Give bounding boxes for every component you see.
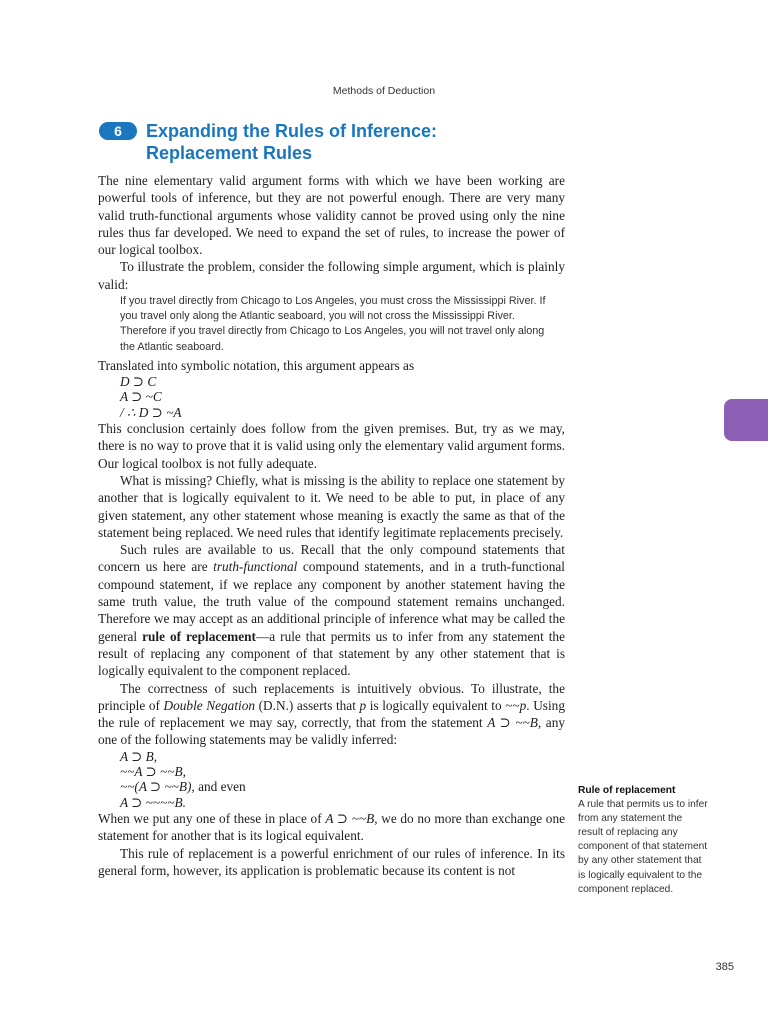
example-quote: If you travel directly from Chicago to Los Angeles, you must cross the Mississippi River. If you travel only along the Atlantic seaboard, you will not cross the Mississippi River. Therefore if you travel directly from Chicago to Los Angeles, you will not travel only along the Atlantic seaboard. — [120, 295, 546, 353]
paragraph-2: To illustrate the problem, consider the following simple argument, which is plainly valid: — [98, 259, 565, 292]
paragraph-7-text-c: is logically equivalent to ~~ — [366, 697, 520, 713]
paragraph-7-variable-p: p — [359, 697, 367, 713]
formula-conclusion: / ∴ D ⊃ ~A — [120, 404, 182, 420]
paragraph-8-text-a: When we put any one of these in place of — [98, 810, 326, 826]
glossary-definition: A rule that permits us to infer from any statement the result of replacing any component of that statement by any other statement that is logically equivalent to the component replaced. — [578, 799, 708, 895]
paragraph-8-text-b: , we do no more than exchange one statement for another that is its logical equivalent. — [98, 810, 566, 844]
paragraph-6 — [98, 541, 565, 679]
section-title-line-2: Replacement Rules — [146, 143, 313, 163]
main-text — [98, 172, 565, 879]
formula-inferred-3-text: ~~(A ⊃ ~~B), — [120, 779, 195, 795]
paragraph-6-key-term: rule of replacement — [142, 628, 256, 644]
paragraph-4: This conclusion certainly does follow from the given premises. But, try as we may, there is no way to prove that it is valid using only the elementary valid argument forms. Our logical toolbox is not fully adequate. — [98, 421, 565, 471]
paragraph-7-text-a: The correctness of such replacements is intuitively obvious. To illustrate, the principle of — [98, 680, 565, 713]
paragraph-7-text-e: , any one of the following statements may be validly inferred: — [98, 715, 565, 748]
paragraph-8-formula: A ⊃ ~~B — [325, 810, 375, 826]
paragraph-7-text-b: (D.N.) asserts that — [255, 697, 360, 713]
formula-premise-2: A ⊃ ~C — [120, 389, 162, 405]
paragraph-3: Translated into symbolic notation, this argument appears as — [98, 357, 415, 373]
paragraph-7-variable-p-2: p — [519, 697, 527, 713]
page-number: 385 — [715, 961, 734, 973]
section-title — [146, 120, 566, 164]
inferred-formulas — [120, 749, 565, 810]
running-head: Methods of Deduction — [332, 85, 436, 97]
paragraph-7-text-d: . Using the rule of replacement we may say, correctly, that from the statement — [98, 697, 565, 731]
formula-premise-1: D ⊃ C — [120, 374, 157, 390]
paragraph-6-emphasis: truth-functional — [213, 559, 298, 575]
paragraph-6-text-c: —a rule that permits us to infer from any statement the result of replacing any component of that statement by any other statement that is logically equivalent to the component replaced. — [98, 628, 565, 679]
section-number-badge: 6 — [99, 122, 137, 140]
paragraph-7-emphasis: Double Negation — [163, 697, 256, 713]
paragraph-6-text-b: compound statements, and in a truth-functional compound statement, if we replace any component by another statement having the same truth value, the truth value of the compound statement remains unchanged. Therefore we may accept as an additional principle of inference what may be called the general — [98, 559, 565, 644]
formula-inferred-2: ~~A ⊃ ~~B, — [120, 764, 186, 780]
argument-formulas — [120, 374, 565, 420]
formula-inferred-3 — [120, 779, 565, 794]
paragraph-7-formula: A ⊃ ~~B — [487, 715, 538, 731]
chapter-tab-marker — [724, 399, 768, 441]
paragraph-9: This rule of replacement is a powerful enrichment of our rules of inference. In its general form, however, its application is problematic because its content is not — [98, 845, 565, 878]
paragraph-7 — [98, 680, 565, 749]
formula-inferred-4: A ⊃ ~~~~B. — [120, 794, 186, 810]
margin-glossary-note — [578, 784, 708, 897]
section-title-line-1: Expanding the Rules of Inference: — [146, 121, 438, 141]
paragraph-1: The nine elementary valid argument forms with which we have been working are powerful tools of inference, but they are not powerful enough. There are very many valid truth-functional arguments whose validity cannot be proved using only the nine rules thus far developed. We need to expand the set of rules, to increase the power of our logical toolbox. — [98, 173, 565, 258]
formula-inferred-1: A ⊃ B, — [120, 748, 158, 764]
glossary-term: Rule of replacement — [578, 785, 676, 796]
formula-inferred-3-tail: and even — [194, 779, 246, 795]
paragraph-8 — [98, 810, 565, 845]
paragraph-5: What is missing? Chiefly, what is missing is the ability to replace one statement by another that is logically equivalent to it. We need to be able to put, in place of any given statement, any other statement whose meaning is exactly the same as that of the statement being replaced. We need rules that identify legitimate replacements precisely. — [98, 472, 565, 540]
paragraph-6-text-a: Such rules are available to us. Recall that the only compound statements that concern us here are — [98, 542, 565, 575]
